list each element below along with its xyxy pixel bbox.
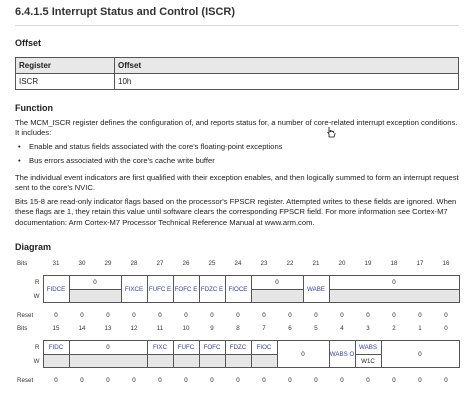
bit-number: 24 (234, 259, 242, 267)
reserved-field: 0 (277, 341, 329, 368)
reset-value: 0 (314, 377, 318, 384)
field-fdzce: FDZC E (199, 276, 225, 303)
reset-value: 0 (340, 377, 344, 384)
reserved-field: 0 (251, 276, 303, 290)
table-row (16, 74, 459, 90)
reserved-field: 0 (69, 276, 121, 290)
reserved-write-cell (329, 290, 459, 303)
reset-value: 0 (288, 312, 292, 319)
register-cell: ISCR (16, 74, 115, 90)
reset-label: Reset (17, 312, 34, 319)
field-fofce: FOFC E (173, 276, 199, 303)
reset-value: 0 (288, 377, 292, 384)
field-wabs: WABS (355, 341, 381, 355)
reset-row (15, 374, 459, 387)
bits-label: Bits (17, 324, 28, 332)
write-label: W (33, 357, 40, 365)
field-fufc: FUFC (173, 341, 199, 355)
function-para-3: Bits 15-8 are read-only indicator flags based on the processor's FPSCR register. Attempted writes to these fields are ignored. When these flags are 1, they retain this value until software clears the corresponding FPSCR field. For more information see Cortex-M7 documentation: Arm Cortex-M7 Processor Technical Reference Manual at www.arm.com. (15, 197, 457, 227)
reset-value: 0 (236, 377, 240, 384)
offset-col-offset: Offset (115, 58, 459, 74)
readonly-write-cell (43, 355, 69, 368)
bit-number: 1 (418, 324, 422, 332)
reset-value: 0 (80, 312, 84, 319)
wabs-write-cell: W1C (355, 355, 381, 368)
reset-value: 0 (210, 312, 214, 319)
reserved-field: 0 (381, 341, 459, 368)
reserved-write-cell (251, 290, 303, 303)
write-label: W (33, 292, 40, 300)
reset-row (15, 309, 459, 322)
readonly-write-cell (199, 355, 225, 368)
reset-value: 0 (106, 377, 110, 384)
reset-value: 0 (418, 377, 422, 384)
reserved-write-cell (69, 355, 147, 368)
offset-cell: 10h (115, 74, 459, 90)
bit-number: 9 (210, 324, 214, 332)
bit-number: 26 (182, 259, 190, 267)
offset-col-register: Register (16, 58, 115, 74)
reset-value: 0 (262, 312, 266, 319)
reset-value: 0 (366, 312, 370, 319)
bit-number: 30 (78, 259, 86, 267)
reset-value: 0 (444, 377, 448, 384)
field-wabe: WABE (303, 276, 329, 303)
reset-value: 0 (210, 377, 214, 384)
bit-number: 0 (444, 324, 448, 332)
reset-value: 0 (184, 312, 188, 319)
bit-number: 27 (156, 259, 164, 267)
function-intro: The MCM_ISCR register defines the configuration of, and reports status for, a number of core-related interrupt exception conditions. It includes: (15, 118, 458, 138)
bit-number: 17 (416, 259, 424, 267)
reset-value: 0 (80, 377, 84, 384)
bit-number: 15 (52, 324, 60, 332)
bit-number: 18 (390, 259, 398, 267)
bit-number: 28 (130, 259, 138, 267)
reset-label: Reset (17, 377, 34, 384)
reset-value: 0 (444, 312, 448, 319)
bit-number: 31 (52, 259, 60, 267)
field-fioce: FIOCE (225, 276, 251, 303)
readonly-write-cell (147, 355, 173, 368)
field-fidc: FIDC (43, 341, 69, 355)
reset-value: 0 (392, 312, 396, 319)
bit-number: 2 (392, 324, 396, 332)
field-fufce: FUFC E (147, 276, 173, 303)
section-title: 6.4.1.5 Interrupt Status and Control (ISCR) (15, 6, 236, 18)
reset-value: 0 (418, 312, 422, 319)
reset-value: 0 (54, 377, 58, 384)
reset-value: 0 (54, 312, 58, 319)
bit-number: 7 (262, 324, 266, 332)
bit-number: 3 (366, 324, 370, 332)
field-fdzc: FDZC (225, 341, 251, 355)
bit-number: 5 (314, 324, 318, 332)
read-label: R (35, 344, 40, 351)
function-heading: Function (15, 103, 53, 113)
offset-table-header (16, 58, 459, 74)
register-diagram-lower (15, 322, 460, 387)
bit-number: 6 (288, 324, 292, 332)
title-divider (15, 25, 459, 26)
bit-number: 20 (338, 259, 346, 267)
reset-value: 0 (184, 377, 188, 384)
reset-value: 0 (132, 377, 136, 384)
bit-number-row (15, 322, 459, 334)
bits-label: Bits (17, 259, 28, 267)
read-row (15, 341, 459, 355)
field-wabso: WABS O (329, 341, 355, 368)
bit-number: 10 (182, 324, 190, 332)
bit-number: 22 (286, 259, 294, 267)
read-row (15, 276, 459, 290)
feature-list (15, 142, 282, 171)
bit-number: 14 (78, 324, 86, 332)
bit-number: 23 (260, 259, 268, 267)
bit-number: 8 (236, 324, 240, 332)
bit-number: 19 (364, 259, 372, 267)
reset-value: 0 (392, 377, 396, 384)
list-item: • Enable and status fields associated with the core's floating-point exceptions (15, 142, 282, 152)
bit-number: 12 (130, 324, 138, 332)
diagram-heading: Diagram (15, 242, 52, 252)
reset-value: 0 (106, 312, 110, 319)
reserved-field: 0 (69, 341, 147, 355)
field-fofc: FOFC (199, 341, 225, 355)
reset-value: 0 (236, 312, 240, 319)
bit-number: 11 (156, 324, 164, 332)
field-fioc: FIOC (251, 341, 277, 355)
hand-pointer-icon (326, 125, 336, 143)
register-diagram-upper (15, 257, 460, 322)
field-fixce: FIXCE (121, 276, 147, 303)
field-fixc: FIXC (147, 341, 173, 355)
reserved-write-cell (69, 290, 121, 303)
reset-value: 0 (366, 377, 370, 384)
bit-number: 21 (312, 259, 320, 267)
bit-number: 29 (104, 259, 112, 267)
bit-number: 13 (104, 324, 112, 332)
reset-value: 0 (340, 312, 344, 319)
function-para-2: The individual event indicators are first qualified with their exception enables, and then logically summed to form an interrupt request sent to the core's NVIC. (15, 173, 459, 193)
reset-value: 0 (132, 312, 136, 319)
bit-number: 16 (442, 259, 450, 267)
readonly-write-cell (173, 355, 199, 368)
readonly-write-cell (251, 355, 277, 368)
reset-value: 0 (158, 312, 162, 319)
readonly-write-cell (225, 355, 251, 368)
field-fidce: FIDCE (43, 276, 69, 303)
read-label: R (35, 279, 40, 286)
reset-value: 0 (262, 377, 266, 384)
bit-number: 25 (208, 259, 216, 267)
offset-heading: Offset (15, 38, 42, 48)
reset-value: 0 (158, 377, 162, 384)
reserved-field: 0 (329, 276, 459, 290)
list-item: • Bus errors associated with the core's cache write buffer (15, 156, 282, 166)
offset-table (15, 57, 459, 90)
bit-number: 4 (340, 324, 344, 332)
bit-number-row (15, 257, 459, 269)
reset-value: 0 (314, 312, 318, 319)
